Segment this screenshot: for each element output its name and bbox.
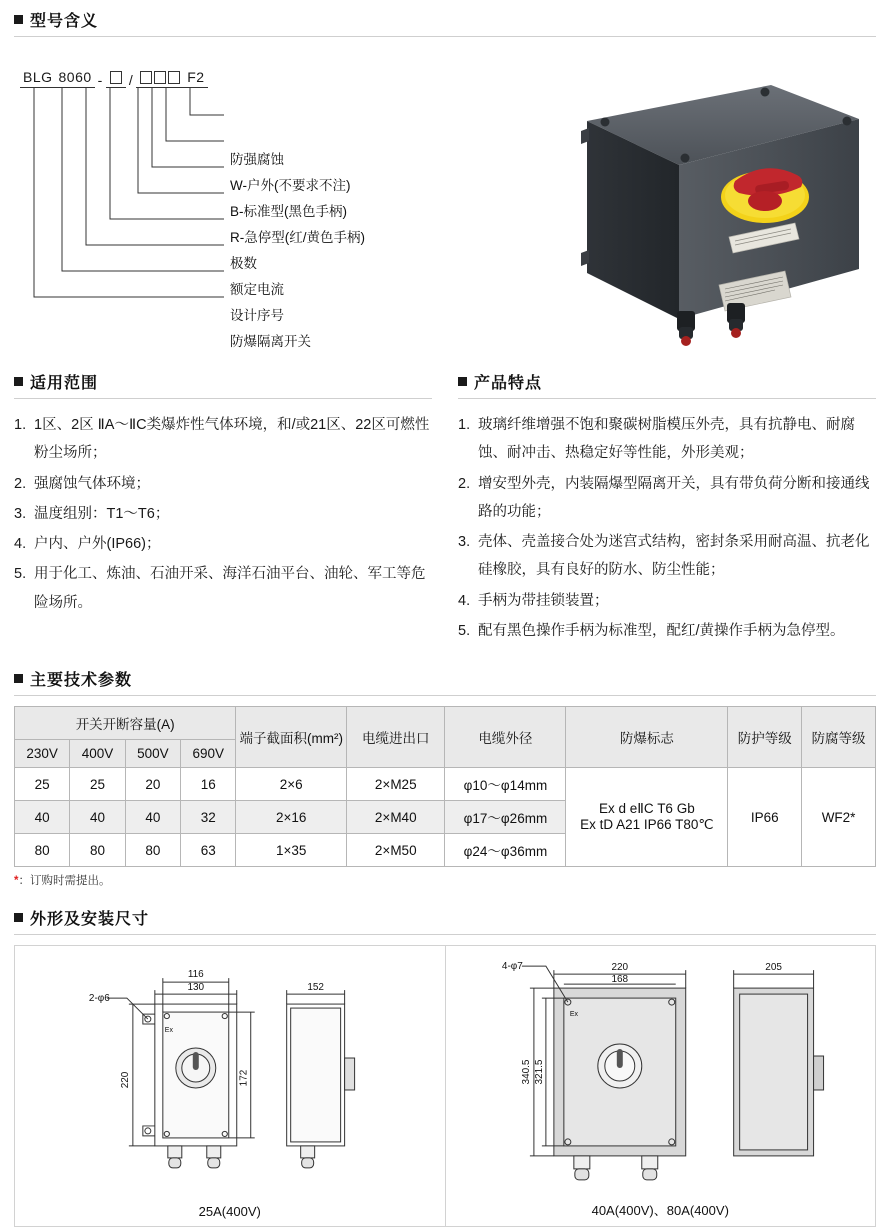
item-number: 2. [458,475,471,492]
bullet-square-icon [14,913,23,922]
header-690v: 690V [181,740,236,768]
item-number: 4. [14,536,27,553]
item-text: 强腐蚀气体环境； [34,475,150,492]
item-text: 壳体、壳盖接合处为迷宫式结构，密封条采用耐高温、抗老化硅橡胶，具有良好的防水、防尘性能； [478,534,870,579]
cell-cable-entry: 2×M25 [347,768,445,801]
section-title: 产品特点 [474,375,543,392]
item-number: 5. [14,566,27,583]
model-label-6: 设计序号 [230,308,284,323]
item-text: 手柄为带挂锁装置； [478,592,609,609]
dim-height-inner: 321.5 [533,1059,545,1085]
drawing-caption-left: 25A(400V) [198,1204,261,1220]
section-title: 适用范围 [30,375,99,392]
cell-230v: 25 [15,768,70,801]
features-column [458,370,876,647]
item-text: 增安型外壳，内装隔爆型隔离开关，具有带负荷分断和接通线路的功能； [478,475,870,520]
item-text: 用于化工、炼油、石油开采、海洋石油平台、油轮、军工等危险场所。 [34,566,426,611]
model-label-4: 极数 [230,256,257,271]
code-suffix: F2 [184,69,207,88]
dim-height-outer: 340.5 [520,1059,532,1085]
dim-height: 220 [119,1071,131,1089]
cell-terminal-area: 2×16 [236,801,347,834]
cell-500v: 20 [125,768,180,801]
section-header-features [458,370,876,399]
scope-list [14,411,432,617]
cell-400v: 25 [70,768,125,801]
ex-mark-label: Ex [569,1011,578,1019]
item-number: 1. [458,417,471,433]
header-ex-mark: 防爆标志 [566,707,728,768]
header-group-capacity: 开关开断容量(A) [15,707,236,740]
item-number: 3. [14,505,27,522]
cell-690v: 32 [181,801,236,834]
model-label-7: 防爆隔离开关 [230,334,311,349]
list-item [14,411,432,468]
dim-hole: 2-φ6 [88,993,110,1005]
list-item [458,587,876,615]
dim-width-outer: 130 [187,982,205,994]
table-row [15,768,876,801]
drawing-40a-svg [446,946,876,1198]
item-text: 玻璃纤维增强不饱和聚碳树脂模压外壳，具有抗静电、耐腐蚀、耐冲击、热稳定好等性能，外形美观； [478,417,855,462]
product-photo-area [484,47,876,348]
footnote-text: ：订购时需提出。 [18,875,111,888]
cell-500v: 80 [125,834,180,867]
drawing-40a-80a [445,946,876,1226]
cell-cable-od: φ24～φ36mm [445,834,566,867]
bullet-square-icon [458,377,467,386]
cell-cable-entry: 2×M50 [347,834,445,867]
header-cable-entry: 电缆进出口 [347,707,445,768]
cell-corrosion: WF2* [802,768,876,867]
code-dash: - [97,72,103,88]
header-230v: 230V [15,740,70,768]
model-code-labels [14,88,484,348]
cell-terminal-area: 2×6 [236,768,347,801]
drawing-caption-right: 40A(400V)、80A(400V) [591,1203,729,1219]
model-and-photo-row [0,37,890,348]
dim-width-outer: 220 [610,962,628,974]
dim-width-inner: 168 [610,974,628,986]
table-header-row-1 [15,707,876,740]
cell-230v: 80 [15,834,70,867]
cell-ip: IP66 [728,768,802,867]
dim-width-inner: 116 [187,969,204,981]
list-item [458,528,876,585]
code-series: 8060 [56,69,95,88]
header-ip: 防护等级 [728,707,802,768]
model-label-1: W-户外(不要求不注) [230,178,351,193]
section-header-scope [14,370,432,399]
cell-230v: 40 [15,801,70,834]
section-title: 主要技术参数 [30,672,133,690]
cell-ex-mark [566,768,728,867]
code-prefix: BLG [20,69,56,88]
bullet-square-icon [14,674,23,683]
header-cable-od: 电缆外径 [445,707,566,768]
section-title: 外形及安装尺寸 [30,911,150,929]
footnote-star: * [14,875,19,888]
model-label-5: 额定电流 [230,282,284,297]
list-item [14,530,432,558]
header-terminal-area: 端子截面积(mm²) [236,707,347,768]
section-title: 型号含义 [30,13,99,30]
dim-depth: 152 [307,982,324,994]
dim-inner-height: 172 [238,1069,250,1087]
cell-cable-od: φ17～φ26mm [445,801,566,834]
section-header-params [14,667,876,696]
dim-depth: 205 [764,962,782,974]
spec-table-section [0,667,890,888]
product-photo [559,61,889,361]
model-label-2: B-标准型(黑色手柄) [230,204,347,219]
item-number: 2. [14,475,27,492]
header-corrosion: 防腐等级 [802,707,876,768]
ex-mark-label: Ex [164,1027,173,1035]
bullet-square-icon [14,377,23,386]
list-item [14,560,432,617]
section-header-dims [14,906,876,935]
drawing-25a-svg [15,946,445,1198]
item-number: 5. [458,622,471,639]
cell-400v: 40 [70,801,125,834]
item-text: 1区、2区 ⅡA～ⅡC类爆炸性气体环境，和/或21区、22区可燃性粉尘场所； [34,417,430,462]
features-list [458,411,876,645]
cell-terminal-area: 1×35 [236,834,347,867]
drawing-25a [15,946,445,1226]
cell-400v: 80 [70,834,125,867]
dim-hole: 4-φ7 [501,961,523,973]
model-code-diagram [14,47,484,348]
cell-690v: 16 [181,768,236,801]
list-item [458,411,876,468]
bullet-square-icon [14,15,23,24]
scope-column [14,370,432,647]
item-number: 1. [14,417,27,433]
dimension-section [0,906,890,1227]
list-item [14,470,432,498]
model-label-3: R-急停型(红/黄色手柄) [230,230,365,245]
cell-500v: 40 [125,801,180,834]
list-item [458,470,876,527]
dimension-drawings [14,945,876,1227]
scope-features-columns [0,370,890,647]
item-text: 温度组别：T1～T6； [34,505,170,522]
ex-mark-line-1: Ex d eⅡC T6 Gb [599,801,695,817]
model-label-0: 防强腐蚀 [230,152,284,167]
header-500v: 500V [125,740,180,768]
item-number: 4. [458,592,471,609]
table-footnote [14,872,876,888]
code-slash: / [128,72,134,88]
list-item [14,500,432,528]
item-number: 3. [458,534,471,551]
list-item [458,617,876,645]
item-text: 配有黑色操作手柄为标准型，配红/黄操作手柄为急停型。 [478,622,845,639]
ex-mark-line-2: Ex tD A21 IP66 T80℃ [580,817,714,833]
header-400v: 400V [70,740,125,768]
spec-table [14,706,876,867]
cell-cable-od: φ10～φ14mm [445,768,566,801]
item-text: 户内、户外(IP66)； [34,536,161,553]
cell-690v: 63 [181,834,236,867]
cell-cable-entry: 2×M40 [347,801,445,834]
section-header-model [14,8,876,37]
